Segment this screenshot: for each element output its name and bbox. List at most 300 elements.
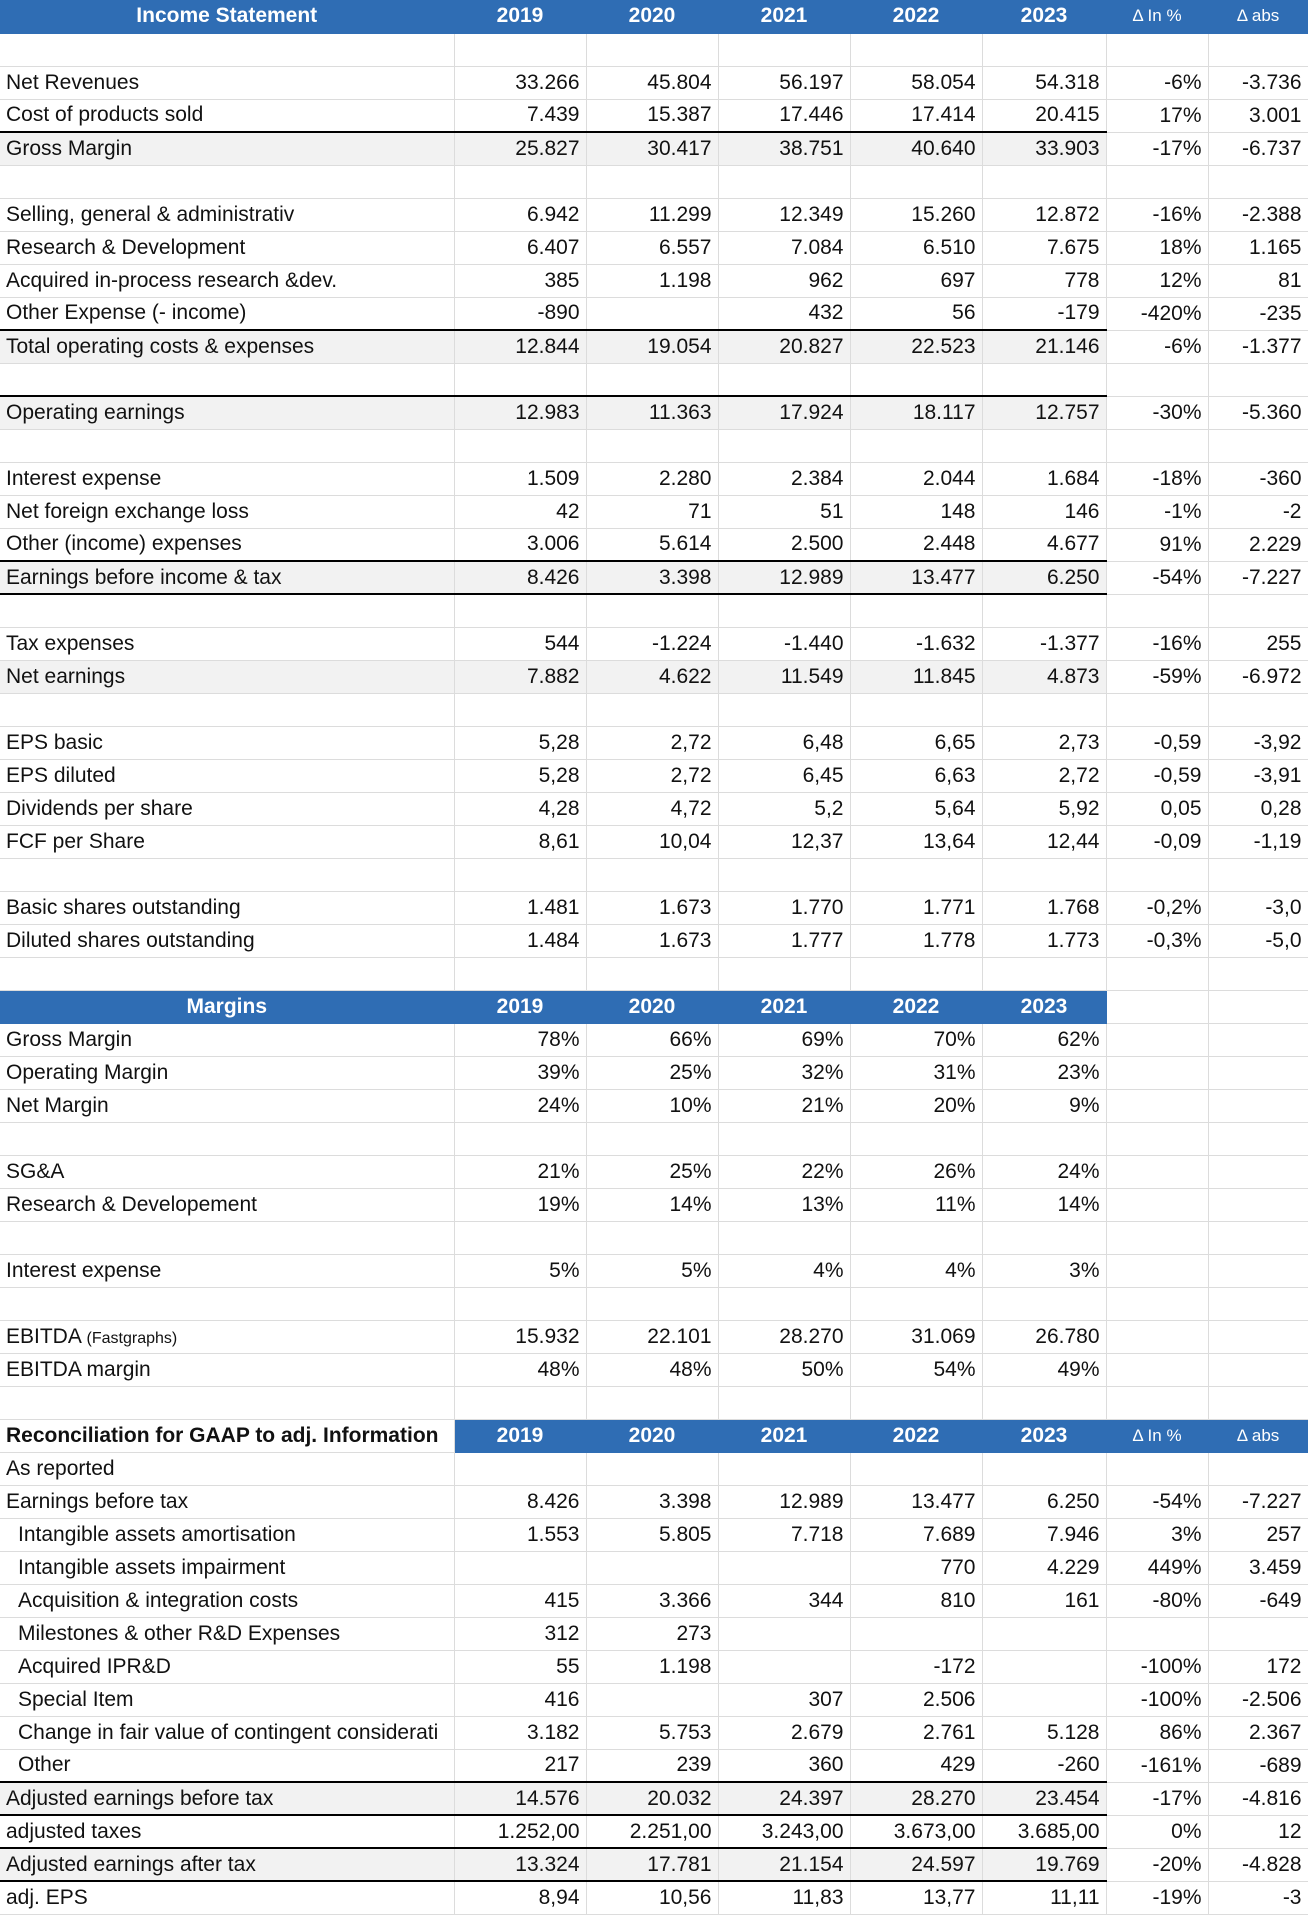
row-label[interactable] xyxy=(0,693,454,726)
row-label[interactable]: Tax expenses xyxy=(0,627,454,660)
delta-cell[interactable] xyxy=(1208,1287,1308,1320)
value-cell[interactable] xyxy=(850,165,982,198)
row-label[interactable]: Other (income) expenses xyxy=(0,528,454,561)
value-cell[interactable]: 8,61 xyxy=(454,825,586,858)
delta-cell[interactable]: -20% xyxy=(1106,1848,1208,1881)
row-label[interactable]: Adjusted earnings before tax xyxy=(0,1782,454,1815)
delta-cell[interactable]: 86% xyxy=(1106,1716,1208,1749)
value-cell[interactable]: 8.426 xyxy=(454,1485,586,1518)
year-header-2021[interactable]: 2021 xyxy=(718,1419,850,1452)
value-cell[interactable] xyxy=(850,1617,982,1650)
value-cell[interactable]: 50% xyxy=(718,1353,850,1386)
row-label[interactable]: Intangible assets impairment xyxy=(0,1551,454,1584)
value-cell[interactable] xyxy=(982,1683,1106,1716)
value-cell[interactable]: 12.989 xyxy=(718,1485,850,1518)
row-label[interactable]: Research & Development xyxy=(0,231,454,264)
value-cell[interactable]: 40.640 xyxy=(850,132,982,165)
delta-cell[interactable] xyxy=(1106,33,1208,66)
delta-cell[interactable] xyxy=(1208,693,1308,726)
delta-cell[interactable] xyxy=(1106,1188,1208,1221)
row-label[interactable]: Other Expense (- income) xyxy=(0,297,454,330)
value-cell[interactable] xyxy=(454,858,586,891)
value-cell[interactable] xyxy=(982,165,1106,198)
value-cell[interactable]: 19.769 xyxy=(982,1848,1106,1881)
delta-cell[interactable]: -161% xyxy=(1106,1749,1208,1782)
delta-cell[interactable] xyxy=(1208,1023,1308,1056)
value-cell[interactable]: 28.270 xyxy=(850,1782,982,1815)
value-cell[interactable]: 13% xyxy=(718,1188,850,1221)
value-cell[interactable]: 1.673 xyxy=(586,924,718,957)
value-cell[interactable]: 7.946 xyxy=(982,1518,1106,1551)
value-cell[interactable]: 54.318 xyxy=(982,66,1106,99)
row-label[interactable]: As reported xyxy=(0,1452,454,1485)
value-cell[interactable]: 7.084 xyxy=(718,231,850,264)
value-cell[interactable]: 2.761 xyxy=(850,1716,982,1749)
delta-cell[interactable]: -54% xyxy=(1106,561,1208,594)
delta-cell[interactable]: -30% xyxy=(1106,396,1208,429)
value-cell[interactable] xyxy=(850,858,982,891)
value-cell[interactable] xyxy=(718,429,850,462)
value-cell[interactable]: 1.252,00 xyxy=(454,1815,586,1848)
value-cell[interactable]: 2,72 xyxy=(982,759,1106,792)
delta-cell[interactable] xyxy=(1106,1122,1208,1155)
row-label[interactable]: adjusted taxes xyxy=(0,1815,454,1848)
value-cell[interactable] xyxy=(454,1452,586,1485)
delta-cell[interactable] xyxy=(1106,429,1208,462)
delta-cell[interactable] xyxy=(1106,1023,1208,1056)
value-cell[interactable]: 6,63 xyxy=(850,759,982,792)
delta-cell[interactable]: -7.227 xyxy=(1208,561,1308,594)
delta-cell[interactable] xyxy=(1106,363,1208,396)
delta-cell[interactable]: -5,0 xyxy=(1208,924,1308,957)
delta-cell[interactable]: -360 xyxy=(1208,462,1308,495)
row-label[interactable]: Milestones & other R&D Expenses xyxy=(0,1617,454,1650)
value-cell[interactable]: 12.349 xyxy=(718,198,850,231)
value-cell[interactable]: 78% xyxy=(454,1023,586,1056)
value-cell[interactable]: 17.924 xyxy=(718,396,850,429)
row-label[interactable] xyxy=(0,1386,454,1419)
delta-cell[interactable]: 2.367 xyxy=(1208,1716,1308,1749)
value-cell[interactable]: 66% xyxy=(586,1023,718,1056)
value-cell[interactable]: 12,44 xyxy=(982,825,1106,858)
delta-cell[interactable]: -7.227 xyxy=(1208,1485,1308,1518)
value-cell[interactable]: 2.448 xyxy=(850,528,982,561)
value-cell[interactable]: 18.117 xyxy=(850,396,982,429)
delta-cell[interactable] xyxy=(1208,1155,1308,1188)
value-cell[interactable]: 48% xyxy=(454,1353,586,1386)
value-cell[interactable] xyxy=(982,693,1106,726)
value-cell[interactable] xyxy=(982,594,1106,627)
value-cell[interactable] xyxy=(454,1287,586,1320)
value-cell[interactable]: 5,28 xyxy=(454,759,586,792)
row-label[interactable]: Earnings before tax xyxy=(0,1485,454,1518)
delta-cell[interactable] xyxy=(1208,1320,1308,1353)
value-cell[interactable]: 1.778 xyxy=(850,924,982,957)
value-cell[interactable]: 1.773 xyxy=(982,924,1106,957)
value-cell[interactable]: 20% xyxy=(850,1089,982,1122)
value-cell[interactable]: 1.509 xyxy=(454,462,586,495)
delta-cell[interactable]: 257 xyxy=(1208,1518,1308,1551)
year-header-2019[interactable]: 2019 xyxy=(454,990,586,1023)
delta-cell[interactable] xyxy=(1208,33,1308,66)
value-cell[interactable]: 17.446 xyxy=(718,99,850,132)
delta-cell[interactable]: 3% xyxy=(1106,1518,1208,1551)
row-label[interactable]: Basic shares outstanding xyxy=(0,891,454,924)
delta-abs-header[interactable] xyxy=(1208,990,1308,1023)
value-cell[interactable]: 21.146 xyxy=(982,330,1106,363)
delta-cell[interactable] xyxy=(1208,1353,1308,1386)
value-cell[interactable]: 25% xyxy=(586,1155,718,1188)
value-cell[interactable]: 4.677 xyxy=(982,528,1106,561)
row-label[interactable] xyxy=(0,957,454,990)
value-cell[interactable]: -1.440 xyxy=(718,627,850,660)
value-cell[interactable] xyxy=(586,1551,718,1584)
row-label[interactable]: Special Item xyxy=(0,1683,454,1716)
value-cell[interactable]: 25% xyxy=(586,1056,718,1089)
delta-cell[interactable]: -100% xyxy=(1106,1683,1208,1716)
value-cell[interactable]: 312 xyxy=(454,1617,586,1650)
value-cell[interactable]: 14.576 xyxy=(454,1782,586,1815)
value-cell[interactable]: 15.260 xyxy=(850,198,982,231)
value-cell[interactable]: 11.845 xyxy=(850,660,982,693)
year-header-2019[interactable]: 2019 xyxy=(454,0,586,33)
value-cell[interactable]: 38.751 xyxy=(718,132,850,165)
delta-cell[interactable] xyxy=(1208,1452,1308,1485)
value-cell[interactable]: 1.198 xyxy=(586,1650,718,1683)
row-label[interactable]: EPS diluted xyxy=(0,759,454,792)
value-cell[interactable]: 2,72 xyxy=(586,726,718,759)
value-cell[interactable]: 385 xyxy=(454,264,586,297)
value-cell[interactable] xyxy=(718,957,850,990)
delta-cell[interactable]: -0,59 xyxy=(1106,726,1208,759)
value-cell[interactable] xyxy=(982,957,1106,990)
delta-cell[interactable] xyxy=(1106,1287,1208,1320)
row-label[interactable]: Adjusted earnings after tax xyxy=(0,1848,454,1881)
value-cell[interactable] xyxy=(982,1617,1106,1650)
delta-cell[interactable]: -3,0 xyxy=(1208,891,1308,924)
value-cell[interactable]: 7.882 xyxy=(454,660,586,693)
delta-cell[interactable] xyxy=(1106,1221,1208,1254)
value-cell[interactable]: 344 xyxy=(718,1584,850,1617)
value-cell[interactable] xyxy=(718,858,850,891)
value-cell[interactable] xyxy=(850,1122,982,1155)
value-cell[interactable]: 1.198 xyxy=(586,264,718,297)
value-cell[interactable]: 239 xyxy=(586,1749,718,1782)
value-cell[interactable] xyxy=(718,165,850,198)
delta-cell[interactable] xyxy=(1208,165,1308,198)
value-cell[interactable] xyxy=(454,693,586,726)
row-label[interactable]: FCF per Share xyxy=(0,825,454,858)
value-cell[interactable] xyxy=(850,1287,982,1320)
value-cell[interactable]: 5% xyxy=(586,1254,718,1287)
value-cell[interactable]: 4% xyxy=(718,1254,850,1287)
delta-cell[interactable] xyxy=(1106,693,1208,726)
value-cell[interactable] xyxy=(586,693,718,726)
value-cell[interactable]: 11% xyxy=(850,1188,982,1221)
delta-cell[interactable] xyxy=(1106,165,1208,198)
year-header-2020[interactable]: 2020 xyxy=(586,990,718,1023)
row-label[interactable] xyxy=(0,1320,454,1353)
value-cell[interactable]: 3.685,00 xyxy=(982,1815,1106,1848)
delta-pct-header[interactable]: Δ In % xyxy=(1106,1419,1208,1452)
value-cell[interactable]: 148 xyxy=(850,495,982,528)
value-cell[interactable] xyxy=(718,693,850,726)
delta-cell[interactable]: 449% xyxy=(1106,1551,1208,1584)
value-cell[interactable]: 3.398 xyxy=(586,561,718,594)
value-cell[interactable]: 5,64 xyxy=(850,792,982,825)
delta-cell[interactable]: -1% xyxy=(1106,495,1208,528)
row-label[interactable]: Acquired IPR&D xyxy=(0,1650,454,1683)
value-cell[interactable]: 49% xyxy=(982,1353,1106,1386)
value-cell[interactable]: 2,72 xyxy=(586,759,718,792)
value-cell[interactable] xyxy=(586,1221,718,1254)
delta-cell[interactable] xyxy=(1106,1320,1208,1353)
value-cell[interactable]: 4.873 xyxy=(982,660,1106,693)
value-cell[interactable]: 11,83 xyxy=(718,1881,850,1914)
value-cell[interactable] xyxy=(850,429,982,462)
value-cell[interactable] xyxy=(586,1122,718,1155)
row-label[interactable]: Total operating costs & expenses xyxy=(0,330,454,363)
delta-cell[interactable] xyxy=(1106,1617,1208,1650)
value-cell[interactable]: 416 xyxy=(454,1683,586,1716)
value-cell[interactable]: 15.932 xyxy=(454,1320,586,1353)
value-cell[interactable]: 3.243,00 xyxy=(718,1815,850,1848)
value-cell[interactable]: 7.675 xyxy=(982,231,1106,264)
value-cell[interactable] xyxy=(454,429,586,462)
value-cell[interactable] xyxy=(982,1287,1106,1320)
value-cell[interactable]: 1.553 xyxy=(454,1518,586,1551)
row-label[interactable]: Operating Margin xyxy=(0,1056,454,1089)
value-cell[interactable]: 2.384 xyxy=(718,462,850,495)
year-header-2019[interactable]: 2019 xyxy=(454,1419,586,1452)
delta-cell[interactable] xyxy=(1208,1221,1308,1254)
delta-cell[interactable]: -54% xyxy=(1106,1485,1208,1518)
value-cell[interactable]: 48% xyxy=(586,1353,718,1386)
delta-cell[interactable] xyxy=(1208,429,1308,462)
value-cell[interactable]: 15.387 xyxy=(586,99,718,132)
value-cell[interactable] xyxy=(850,693,982,726)
value-cell[interactable]: 21% xyxy=(718,1089,850,1122)
value-cell[interactable]: 4.622 xyxy=(586,660,718,693)
year-header-2022[interactable]: 2022 xyxy=(850,1419,982,1452)
value-cell[interactable]: 5.614 xyxy=(586,528,718,561)
value-cell[interactable] xyxy=(454,165,586,198)
value-cell[interactable]: 1.484 xyxy=(454,924,586,957)
row-label[interactable]: adj. EPS xyxy=(0,1881,454,1914)
row-label[interactable] xyxy=(0,363,454,396)
value-cell[interactable]: 32% xyxy=(718,1056,850,1089)
value-cell[interactable]: 33.266 xyxy=(454,66,586,99)
value-cell[interactable]: 14% xyxy=(586,1188,718,1221)
value-cell[interactable] xyxy=(982,1386,1106,1419)
row-label[interactable] xyxy=(0,1221,454,1254)
row-label[interactable]: EBITDA margin xyxy=(0,1353,454,1386)
delta-cell[interactable] xyxy=(1208,1089,1308,1122)
year-header-2021[interactable]: 2021 xyxy=(718,0,850,33)
row-label[interactable]: Change in fair value of contingent considerati xyxy=(0,1716,454,1749)
value-cell[interactable]: 6.407 xyxy=(454,231,586,264)
value-cell[interactable] xyxy=(982,1221,1106,1254)
value-cell[interactable] xyxy=(586,858,718,891)
value-cell[interactable]: 13,77 xyxy=(850,1881,982,1914)
row-label[interactable]: Operating earnings xyxy=(0,396,454,429)
delta-cell[interactable] xyxy=(1208,1056,1308,1089)
year-header-2023[interactable]: 2023 xyxy=(982,990,1106,1023)
value-cell[interactable] xyxy=(982,429,1106,462)
delta-cell[interactable] xyxy=(1208,363,1308,396)
value-cell[interactable]: 10,56 xyxy=(586,1881,718,1914)
row-label[interactable] xyxy=(0,1122,454,1155)
value-cell[interactable]: 5.753 xyxy=(586,1716,718,1749)
row-label[interactable]: Dividends per share xyxy=(0,792,454,825)
delta-cell[interactable]: -4.828 xyxy=(1208,1848,1308,1881)
value-cell[interactable] xyxy=(586,1452,718,1485)
value-cell[interactable] xyxy=(982,1452,1106,1485)
value-cell[interactable]: 6.510 xyxy=(850,231,982,264)
value-cell[interactable]: 12,37 xyxy=(718,825,850,858)
value-cell[interactable]: 8,94 xyxy=(454,1881,586,1914)
row-label[interactable] xyxy=(0,33,454,66)
value-cell[interactable]: 24.597 xyxy=(850,1848,982,1881)
delta-cell[interactable]: -0,2% xyxy=(1106,891,1208,924)
value-cell[interactable] xyxy=(982,1122,1106,1155)
value-cell[interactable] xyxy=(454,1221,586,1254)
delta-cell[interactable]: 18% xyxy=(1106,231,1208,264)
value-cell[interactable]: 20.827 xyxy=(718,330,850,363)
value-cell[interactable]: -1.377 xyxy=(982,627,1106,660)
delta-cell[interactable] xyxy=(1106,594,1208,627)
value-cell[interactable] xyxy=(850,1452,982,1485)
value-cell[interactable]: 58.054 xyxy=(850,66,982,99)
value-cell[interactable] xyxy=(718,1617,850,1650)
value-cell[interactable] xyxy=(850,363,982,396)
delta-cell[interactable]: -3 xyxy=(1208,1881,1308,1914)
value-cell[interactable]: 2.280 xyxy=(586,462,718,495)
value-cell[interactable] xyxy=(454,1386,586,1419)
value-cell[interactable]: 1.768 xyxy=(982,891,1106,924)
value-cell[interactable]: 161 xyxy=(982,1584,1106,1617)
value-cell[interactable] xyxy=(718,1221,850,1254)
value-cell[interactable] xyxy=(586,363,718,396)
delta-cell[interactable]: -16% xyxy=(1106,627,1208,660)
value-cell[interactable] xyxy=(454,957,586,990)
delta-cell[interactable]: 0,28 xyxy=(1208,792,1308,825)
delta-cell[interactable]: 0% xyxy=(1106,1815,1208,1848)
delta-cell[interactable]: 81 xyxy=(1208,264,1308,297)
value-cell[interactable]: 6,48 xyxy=(718,726,850,759)
delta-cell[interactable]: -6% xyxy=(1106,330,1208,363)
value-cell[interactable]: 23.454 xyxy=(982,1782,1106,1815)
delta-cell[interactable] xyxy=(1106,1155,1208,1188)
value-cell[interactable]: 429 xyxy=(850,1749,982,1782)
value-cell[interactable] xyxy=(982,33,1106,66)
value-cell[interactable] xyxy=(718,1287,850,1320)
value-cell[interactable]: 11.363 xyxy=(586,396,718,429)
value-cell[interactable]: 6,45 xyxy=(718,759,850,792)
row-label[interactable]: Other xyxy=(0,1749,454,1782)
delta-cell[interactable]: -19% xyxy=(1106,1881,1208,1914)
value-cell[interactable]: 7.718 xyxy=(718,1518,850,1551)
delta-cell[interactable]: 1.165 xyxy=(1208,231,1308,264)
value-cell[interactable]: 8.426 xyxy=(454,561,586,594)
value-cell[interactable]: 19.054 xyxy=(586,330,718,363)
delta-cell[interactable]: -100% xyxy=(1106,1650,1208,1683)
value-cell[interactable]: 770 xyxy=(850,1551,982,1584)
value-cell[interactable]: -179 xyxy=(982,297,1106,330)
value-cell[interactable]: 55 xyxy=(454,1650,586,1683)
delta-cell[interactable] xyxy=(1106,858,1208,891)
value-cell[interactable] xyxy=(454,33,586,66)
value-cell[interactable]: 13,64 xyxy=(850,825,982,858)
value-cell[interactable]: 4,72 xyxy=(586,792,718,825)
value-cell[interactable]: 31.069 xyxy=(850,1320,982,1353)
delta-cell[interactable] xyxy=(1208,1188,1308,1221)
delta-cell[interactable]: -0,59 xyxy=(1106,759,1208,792)
value-cell[interactable] xyxy=(586,165,718,198)
value-cell[interactable]: 28.270 xyxy=(718,1320,850,1353)
value-cell[interactable]: 273 xyxy=(586,1617,718,1650)
value-cell[interactable]: 12.983 xyxy=(454,396,586,429)
delta-cell[interactable] xyxy=(1106,957,1208,990)
value-cell[interactable]: 2.044 xyxy=(850,462,982,495)
value-cell[interactable]: 2.500 xyxy=(718,528,850,561)
delta-cell[interactable]: 255 xyxy=(1208,627,1308,660)
value-cell[interactable]: 12.844 xyxy=(454,330,586,363)
value-cell[interactable]: 9% xyxy=(982,1089,1106,1122)
value-cell[interactable]: 5.128 xyxy=(982,1716,1106,1749)
delta-cell[interactable] xyxy=(1106,1353,1208,1386)
value-cell[interactable]: 7.689 xyxy=(850,1518,982,1551)
value-cell[interactable]: 30.417 xyxy=(586,132,718,165)
row-label[interactable]: Acquired in-process research &dev. xyxy=(0,264,454,297)
delta-cell[interactable] xyxy=(1208,1122,1308,1155)
row-label[interactable]: Net Revenues xyxy=(0,66,454,99)
delta-cell[interactable]: 17% xyxy=(1106,99,1208,132)
row-label[interactable]: Net earnings xyxy=(0,660,454,693)
value-cell[interactable] xyxy=(718,33,850,66)
delta-cell[interactable] xyxy=(1106,1056,1208,1089)
value-cell[interactable]: 3.673,00 xyxy=(850,1815,982,1848)
delta-cell[interactable]: -5.360 xyxy=(1208,396,1308,429)
value-cell[interactable]: 56 xyxy=(850,297,982,330)
delta-cell[interactable]: -17% xyxy=(1106,1782,1208,1815)
value-cell[interactable]: 62% xyxy=(982,1023,1106,1056)
value-cell[interactable] xyxy=(718,594,850,627)
value-cell[interactable]: 21.154 xyxy=(718,1848,850,1881)
delta-cell[interactable]: 3.001 xyxy=(1208,99,1308,132)
value-cell[interactable] xyxy=(586,957,718,990)
delta-abs-header[interactable]: Δ abs xyxy=(1208,1419,1308,1452)
value-cell[interactable]: 5% xyxy=(454,1254,586,1287)
value-cell[interactable] xyxy=(718,363,850,396)
value-cell[interactable]: 31% xyxy=(850,1056,982,1089)
delta-cell[interactable]: 91% xyxy=(1106,528,1208,561)
value-cell[interactable]: 11.299 xyxy=(586,198,718,231)
row-label[interactable]: Gross Margin xyxy=(0,132,454,165)
value-cell[interactable] xyxy=(718,1452,850,1485)
value-cell[interactable]: 1.777 xyxy=(718,924,850,957)
delta-cell[interactable]: -2 xyxy=(1208,495,1308,528)
row-label[interactable]: Interest expense xyxy=(0,462,454,495)
value-cell[interactable] xyxy=(982,1650,1106,1683)
delta-cell[interactable]: 12 xyxy=(1208,1815,1308,1848)
year-header-2022[interactable]: 2022 xyxy=(850,0,982,33)
delta-cell[interactable]: -3,91 xyxy=(1208,759,1308,792)
value-cell[interactable]: 70% xyxy=(850,1023,982,1056)
value-cell[interactable]: 415 xyxy=(454,1584,586,1617)
value-cell[interactable]: 2.679 xyxy=(718,1716,850,1749)
value-cell[interactable]: 1.770 xyxy=(718,891,850,924)
